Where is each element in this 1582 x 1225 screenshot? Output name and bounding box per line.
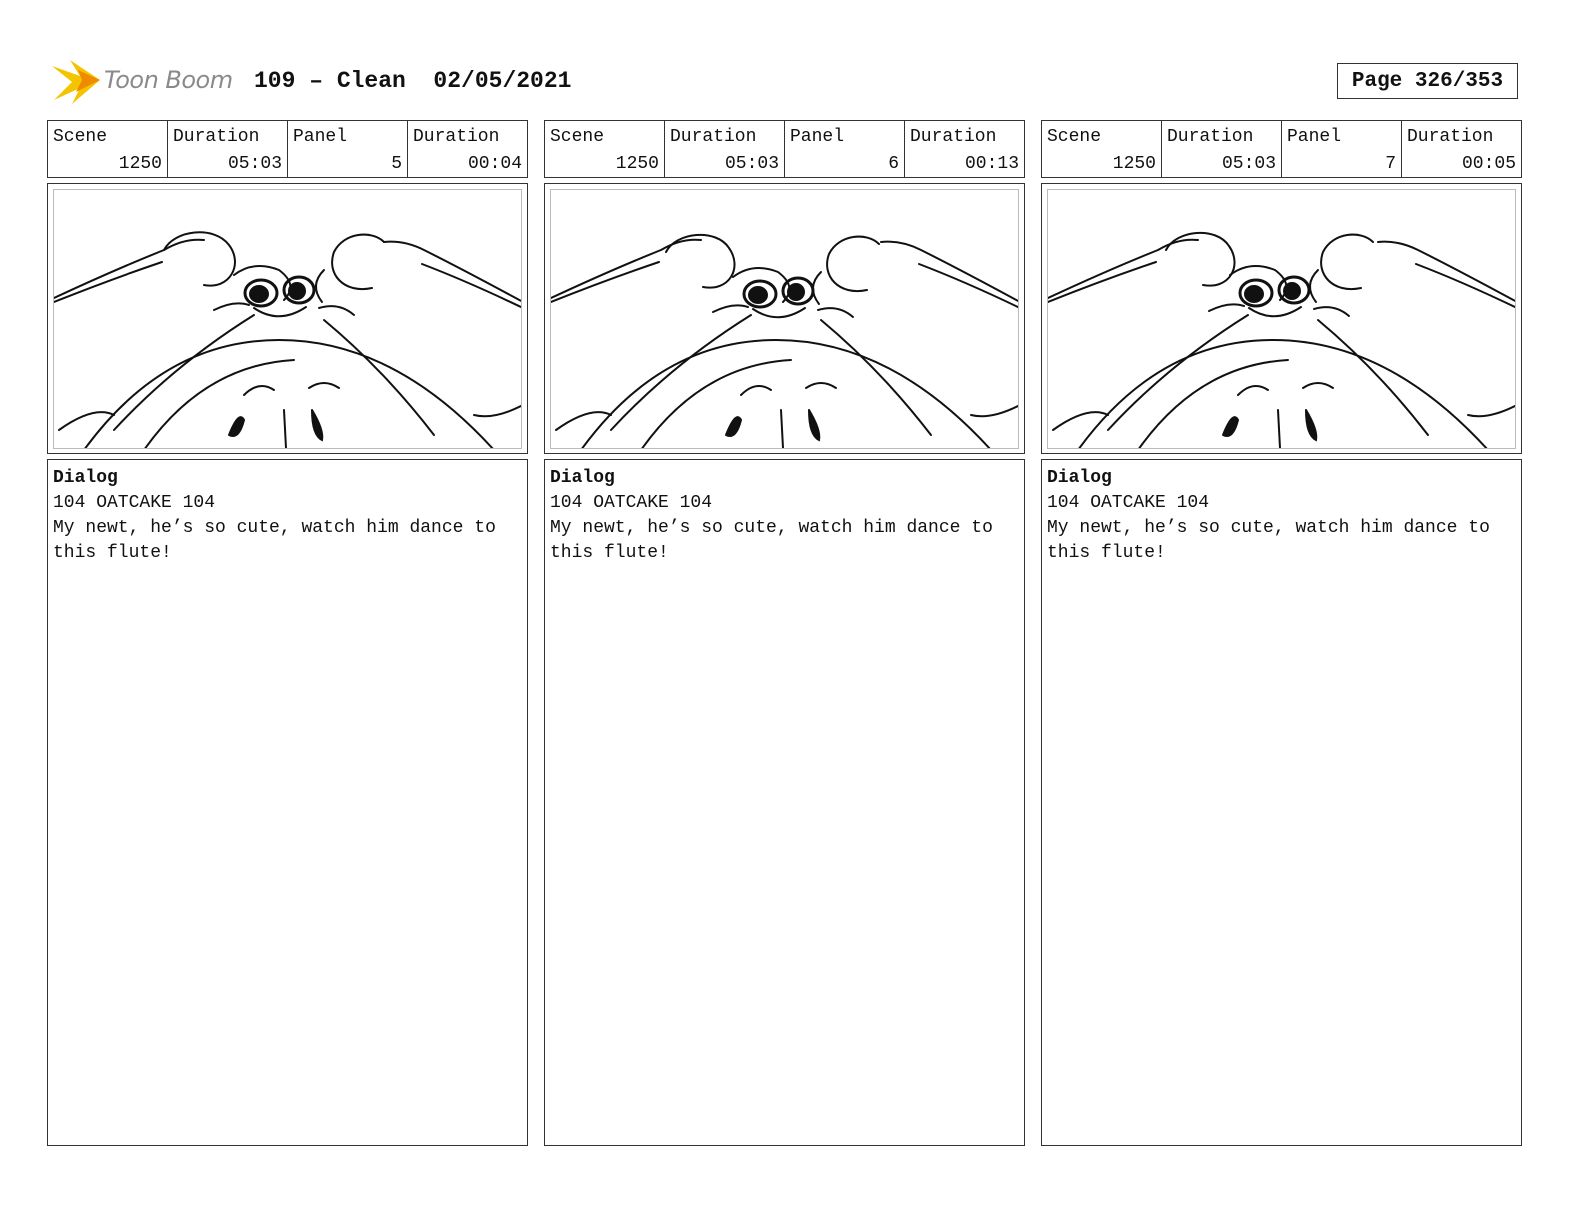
duration-label: Duration xyxy=(173,127,260,147)
scene-label: Scene xyxy=(550,127,605,147)
duration-label: Duration xyxy=(1167,127,1254,147)
logo-text: Toon Boom xyxy=(104,66,233,94)
panel-label: Panel xyxy=(1287,127,1342,147)
storyboard-panel xyxy=(47,120,528,1146)
scene-value: 1250 xyxy=(615,154,659,174)
sketch-image xyxy=(53,189,522,449)
panel-label: Panel xyxy=(293,127,348,147)
dialog-box xyxy=(544,459,1025,1146)
dialog-character: 104 OATCAKE 104 xyxy=(1047,493,1210,513)
panel-duration-cell xyxy=(1402,121,1521,177)
panel-cell xyxy=(1282,121,1402,177)
panel-duration-value: 00:05 xyxy=(1461,154,1516,174)
dialog-character: 104 OATCAKE 104 xyxy=(53,493,216,513)
starburst-icon xyxy=(50,56,102,108)
panel-value: 5 xyxy=(391,154,402,174)
dialog-line: My newt, he’s so cute, watch him dance to this flute! xyxy=(550,518,1004,563)
scene-duration-cell xyxy=(665,121,785,177)
dialog-line: My newt, he’s so cute, watch him dance to this flute! xyxy=(53,518,507,563)
duration-label: Duration xyxy=(413,127,500,147)
panel-cell xyxy=(288,121,408,177)
panel-duration-value: 00:04 xyxy=(467,154,522,174)
scene-duration-cell xyxy=(1162,121,1282,177)
panel-duration-cell xyxy=(905,121,1024,177)
scene-label: Scene xyxy=(53,127,108,147)
scene-duration-cell xyxy=(168,121,288,177)
panel-label: Panel xyxy=(790,127,845,147)
scene-cell xyxy=(545,121,665,177)
scene-value: 1250 xyxy=(1112,154,1156,174)
scene-duration-value: 05:03 xyxy=(227,154,282,174)
panel-frame xyxy=(47,183,528,454)
scene-duration-value: 05:03 xyxy=(1221,154,1276,174)
dialog-box xyxy=(47,459,528,1146)
storyboard-panel xyxy=(1041,120,1522,1146)
dialog-heading: Dialog xyxy=(1047,468,1112,488)
scene-value: 1250 xyxy=(118,154,162,174)
panel-duration-cell xyxy=(408,121,527,177)
page-number: Page 326/353 xyxy=(1337,63,1518,99)
panel-frame xyxy=(544,183,1025,454)
dialog-line: My newt, he’s so cute, watch him dance to this flute! xyxy=(1047,518,1501,563)
storyboard-panel xyxy=(544,120,1025,1146)
sketch-image xyxy=(1047,189,1516,449)
page-header xyxy=(50,56,1540,108)
panel-info-table xyxy=(544,120,1025,178)
scene-cell xyxy=(1042,121,1162,177)
dialog-heading: Dialog xyxy=(550,468,615,488)
panel-cell xyxy=(785,121,905,177)
panel-info-table xyxy=(1041,120,1522,178)
duration-label: Duration xyxy=(670,127,757,147)
panel-duration-value: 00:13 xyxy=(964,154,1019,174)
scene-label: Scene xyxy=(1047,127,1102,147)
sketch-image xyxy=(550,189,1019,449)
scene-duration-value: 05:03 xyxy=(724,154,779,174)
dialog-box xyxy=(1041,459,1522,1146)
scene-cell xyxy=(48,121,168,177)
panel-value: 7 xyxy=(1385,154,1396,174)
duration-label: Duration xyxy=(910,127,997,147)
panel-value: 6 xyxy=(888,154,899,174)
toon-boom-logo xyxy=(50,56,240,108)
panel-info-table xyxy=(47,120,528,178)
duration-label: Duration xyxy=(1407,127,1494,147)
dialog-character: 104 OATCAKE 104 xyxy=(550,493,713,513)
document-title: 109 – Clean 02/05/2021 xyxy=(254,68,572,94)
dialog-heading: Dialog xyxy=(53,468,118,488)
panel-frame xyxy=(1041,183,1522,454)
